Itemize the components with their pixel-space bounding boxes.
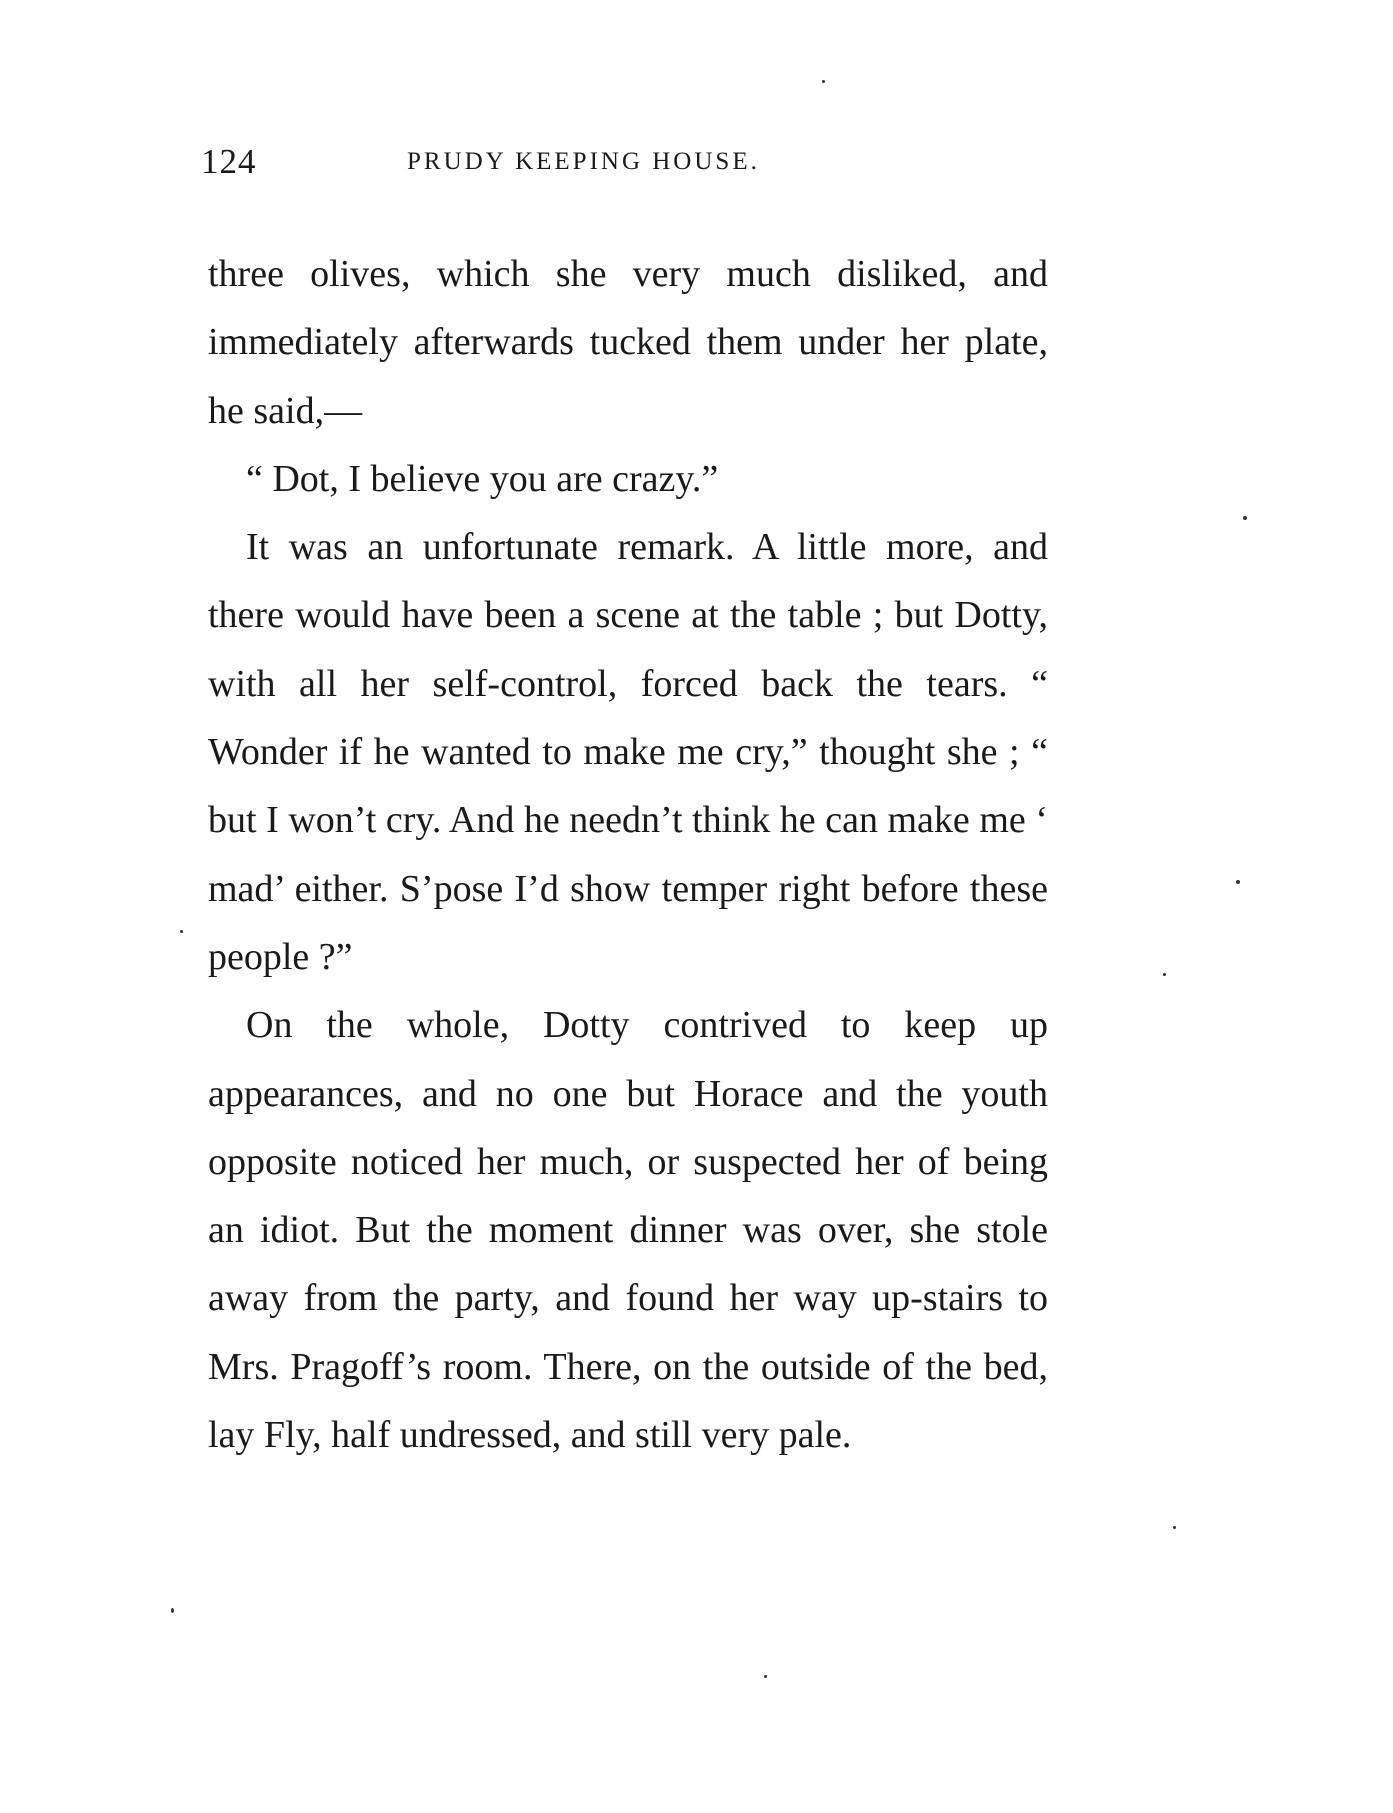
scan-speck bbox=[1173, 1526, 1176, 1529]
scan-speck bbox=[180, 930, 183, 933]
scan-speck bbox=[1243, 516, 1247, 520]
paragraph-1: three olives, which she very much disliked, and immediately afterwards tucked them under her plate, he said,— bbox=[208, 253, 1048, 432]
scan-speck bbox=[764, 1675, 767, 1678]
paragraph-2: “ Dot, I believe you are crazy.” bbox=[246, 457, 719, 500]
paragraph-4: On the whole, Dotty contrived to keep up appearances, and no one but Horace and the youth opposite noticed her much, or suspected her of being an idiot. But the moment dinner was over, she stole away from the party, and found her way up-stairs to Mrs. Pragoff’s room. There, on the outside of the bed, lay Fly, half undressed, and still very pale. bbox=[208, 1004, 1048, 1457]
page-header bbox=[201, 142, 1051, 182]
running-title: PRUDY KEEPING HOUSE. bbox=[407, 148, 760, 175]
scan-speck bbox=[171, 1608, 174, 1613]
page-number: 124 bbox=[201, 142, 257, 181]
scan-speck bbox=[1236, 880, 1240, 884]
scan-speck bbox=[822, 80, 825, 83]
paragraph-3: It was an unfortunate remark. A little more, and there would have been a scene at the table ; but Dotty, with all her self-control, forced back the tears. “ Wonder if he wanted to make me cry,” thought she ; “ but I won’t cry. And he needn’t think he can make me ‘ mad’ either. S’pose I’d show temper right before these people ?” bbox=[208, 526, 1048, 978]
scan-speck bbox=[1163, 973, 1166, 976]
body-text bbox=[208, 240, 1048, 1469]
